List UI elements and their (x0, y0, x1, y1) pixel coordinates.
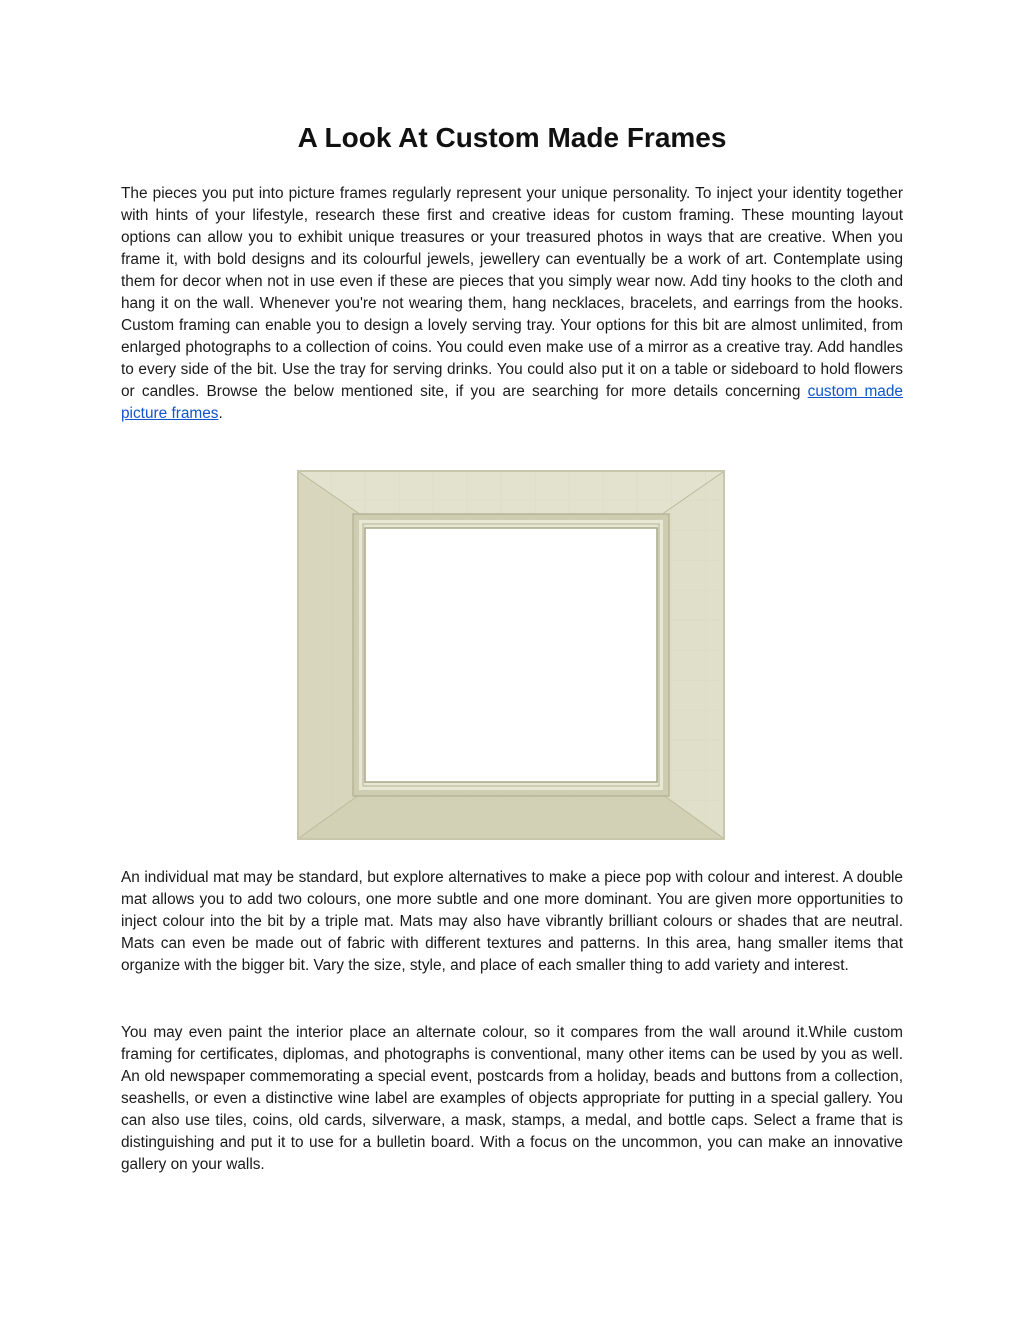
picture-frame-image (297, 470, 725, 840)
custom-made-picture-frames-link[interactable]: custom made picture frames (121, 383, 903, 422)
paragraph-2: An individual mat may be standard, but explore alternatives to make a piece pop with colour and interest. A double mat allows you to add two colours, one more subtle and one more dominant. You are given more opportunities to inject colour into the bit by a triple mat. Mats may also have vibrantly brilliant colours or shades that are neutral. Mats can even be made out of fabric with different textures and patterns. In this area, hang smaller items that organize with the bigger bit. Vary the size, style, and place of each smaller thing to add variety and interest. (121, 869, 903, 974)
paragraph-3: You may even paint the interior place an alternate colour, so it compares from the wall around it.While custom framing for certificates, diplomas, and photographs is conventional, many other items can be used by you as well. An old newspaper commemorating a special event, postcards from a holiday, beads and buttons from a collection, seashells, or even a distinctive wine label are examples of objects appropriate for putting in a special gallery. You can also use tiles, coins, old cards, silverware, a mask, stamps, a medal, and bottle caps. Select a frame that is distinguishing and put it to use for a bulletin board. With a focus on the uncommon, you can make an innovative gallery on your walls. (121, 1024, 903, 1173)
picture-frame-illustration (297, 470, 725, 840)
paragraph-1-end: . (218, 405, 223, 422)
paragraph-1 (121, 183, 903, 425)
paragraph-1-text: The pieces you put into picture frames regularly represent your unique personality. To inject your identity together with hints of your lifestyle, research these first and creative ideas for custom framing. These mounting layout options can allow you to exhibit unique treasures or your treasured photos in ways that are creative. When you frame it, with bold designs and its colourful jewels, jewellery can eventually be a work of art. Contemplate using them for decor when not in use even if these are pieces that you simply wear now. Add tiny hooks to the cloth and hang it on the wall. Whenever you're not wearing them, hang necklaces, bracelets, and earrings from the hooks. Custom framing can enable you to design a lovely serving tray. Your options for this bit are almost unlimited, from enlarged photographs to a collection of coins. You could even make use of a mirror as a creative tray. Add handles to every side of the bit. Use the tray for serving drinks. You could also put it on a table or sideboard to hold flowers or candles. Browse the below mentioned site, if you are searching for more details concerning (121, 185, 903, 400)
page-title: A Look At Custom Made Frames (297, 122, 727, 153)
